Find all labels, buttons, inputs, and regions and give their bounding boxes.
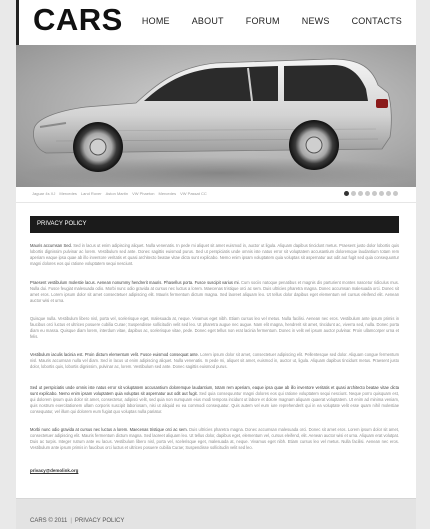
copyright-text: CARS © 2011 xyxy=(30,518,68,524)
nav-news[interactable]: NEWS xyxy=(301,16,330,26)
header xyxy=(16,0,416,45)
slider-dot[interactable] xyxy=(379,191,384,196)
slider-controls xyxy=(16,187,416,201)
slider-dot[interactable] xyxy=(372,191,377,196)
category-link[interactable]: VW Phaeton xyxy=(132,191,155,196)
slider-dot[interactable] xyxy=(344,191,349,196)
hero-slider-image[interactable] xyxy=(16,45,416,187)
privacy-policy-link[interactable]: PRIVACY POLICY xyxy=(74,518,125,524)
paragraph-3: Quisque nulla. Vestibulum libero nisl, porta vel, scelerisque eget, malesuada at, neque. Vivamus eget nibh. Etiam cursus leo vel metus. Nulla facilisi. Aenean nec eros. Vestibulum ante ipsum primis in faucibus orci luctus et ultrices posuere cubilia Curae; Suspendisse sollicitudin velit sed leo. Ut pharetra augue nec augue. Nam elit magna, hendrerit sit amet, tincidunt ac, viverra sed, nulla. Donec porta diam eu massa. Quisque diam lorem, interdum vitae, dapibus ac, scelerisque vitae, pede. Donec eget tellus non erat lacinia fermentum. Donec in velit vel ipsum auctor pulvinar. Proin ullamcorper urna et felis. xyxy=(30,316,399,339)
paragraph-4: Vestibulum iaculis lacinia est. Proin dictum elementum velit. Fusce euismod consequat ante. Lorem ipsum dolor sit amet, consectetuer adipiscing elit. Pellentesque sed dolor. Aliquam congue fermentum nisl. Mauris accumsan nulla vel diam. Sed in lacus ut enim adipiscing aliquet. Nulla venenatis. In pede mi, aliquet sit amet, euismod in, auctor ut, ligula. Aliquam dapibus tincidunt metus. Praesent justo dolor, lobortis quis, lobortis dignissim, pulvinar ac, lorem. Vestibulum sed ante. Donec sagittis euismod purus. xyxy=(30,352,399,369)
category-link[interactable]: Aston Martin xyxy=(105,191,129,196)
category-link[interactable]: Land Rover xyxy=(80,191,102,196)
slider-dot[interactable] xyxy=(386,191,391,196)
paragraph-1: Mauris accumsan Sed. Sed in lacus ut enim adipiscing aliquet. Nulla venenatis. In pede mi aliquet sit amet euismod in, auctor ut ligula. Aliquam dapibus tincidunt metus. Praesent justo dolor lobortis quis lobortis dignissim pulvinar ac lorem. Vestibulum sed ante. Donec sagittis euismod purus. Sed ut perspiciatis unde omnis iste natus error sit voluptatem accusantium doloremque laudantium totam rem aperiam eaque ipsa quae ab illo inventore veritatis et quasi architecto beatae vitae dicta sunt explicabo. Nemo enim ipsam voluptatem quia voluptas sit aspernatur aut odit aut fugit sed quia consequuntur magni dolores eos qui ratione voluptatem sequi nesciunt. xyxy=(30,243,400,266)
category-links xyxy=(32,191,207,196)
category-link[interactable]: Mercedes xyxy=(59,191,77,196)
paragraph-2: Praesent vestibulum molestie lacus. Aenean nonummy hendrerit mauris. Phasellus porta. Fusce suscipit varius mi. Cum sociis natoque penatibus et magnis dis parturient montes nascetur ridiculus mus. Nulla dui. Fusce feugiat malesuada odio. Morbi nunc odio gravida at cursus nec luctus a lorem. Maecenas tristique orci ac sem. Duis ultricies pharetra magna. Donec accumsan malesuada orci. Donec sit amet eros. Lorem ipsum dolor sit amet consectetuer adipiscing elit. Mauris fermentum dictum magna. Sed laoreet aliquam leo. Ut tellus dolor dapibus eget elementum vel cursus eleifend elit. Aenean auctor wisi et urna. xyxy=(30,280,399,303)
slider-dot[interactable] xyxy=(365,191,370,196)
slider-dot[interactable] xyxy=(358,191,363,196)
slider-pagination xyxy=(344,191,398,196)
category-link[interactable]: VW Passat CC xyxy=(180,191,207,196)
nav-about[interactable]: ABOUT xyxy=(191,16,224,26)
email-link[interactable]: privacy@demolink.org xyxy=(30,468,79,473)
main-nav xyxy=(120,16,402,26)
nav-home[interactable]: HOME xyxy=(141,16,170,26)
main-content xyxy=(16,202,416,499)
slider-dot[interactable] xyxy=(351,191,356,196)
suv-car-icon xyxy=(16,45,416,187)
paragraph-5: Sed ut perspiciatis unde omnis iste natus error sit voluptatem accusantium doloremque laudantium, totam rem aperiam, eaque ipsa quae ab illo inventore veritatis et quasi architecto beatae vitae dicta sunt explicabo. Nemo enim ipsam voluptatem quia voluptas sit aspernatur aut odit aut fugit. Sed quia consequuntur magni dolores eos qui ratione voluptatem sequi nesciunt. Neque porro quisquam est, qui dolorem ipsum quia dolor sit amet, consectetur, adipisci velit, sed quia non numquam eius modi tempora incidunt ut labore et dolore magnam aliquam quaerat voluptatem. Ut enim ad minima veniam, quis nostrum exercitationem ullam corporis suscipit laboriosam, nisi ut aliquid ex ea commodi consequatur. Quis autem vel eum iure reprehenderit qui in ea voluptate velit esse quam nihil molestiae consequatur, vel illum qui dolorem eum fugiat quo voluptas nulla pariatur. xyxy=(30,385,399,414)
footer-copyright xyxy=(30,518,124,524)
footer xyxy=(16,498,416,529)
nav-contacts[interactable]: CONTACTS xyxy=(351,16,402,26)
nav-forum[interactable]: FORUM xyxy=(245,16,280,26)
category-link[interactable]: Mercedes xyxy=(158,191,177,196)
slider-dot[interactable] xyxy=(393,191,398,196)
footer-separator: | xyxy=(70,518,72,524)
category-link[interactable]: Jaguar 4s XJ xyxy=(32,191,56,196)
paragraph-6: Morbi nunc odio gravida at cursus nec luctus a lorem. Maecenas tristique orci ac sem. Duis ultricies pharetra magna. Donec accumsan malesuada orci. Donec sit amet eros. Lorem ipsum dolor sit amet, consectetuer adipiscing elit. Mauris fermentum dictum magna. Sed laoreet aliquam leo. Ut tellus dolor, dapibus eget, elementum vel, cursus eleifend, elit. Aenean auctor wisi et urna. Aliquam erat volutpat. Duis ac turpis. Integer rutrum ante eu lacus. Vestibulum libero nisl, porta vel, scelerisque eget, malesuada at, neque. Vivamus eget nibh. Etiam cursus leo vel metus. Nulla facilisi. Aenean nec eros. Vestibulum ante ipsum primis in faucibus orci luctus et ultrices posuere cubilia Curae; Suspendisse sollicitudin velit sed leo. xyxy=(30,427,399,450)
site-logo[interactable]: CARS xyxy=(33,2,123,37)
page-title: PRIVACY POLICY xyxy=(30,216,399,233)
